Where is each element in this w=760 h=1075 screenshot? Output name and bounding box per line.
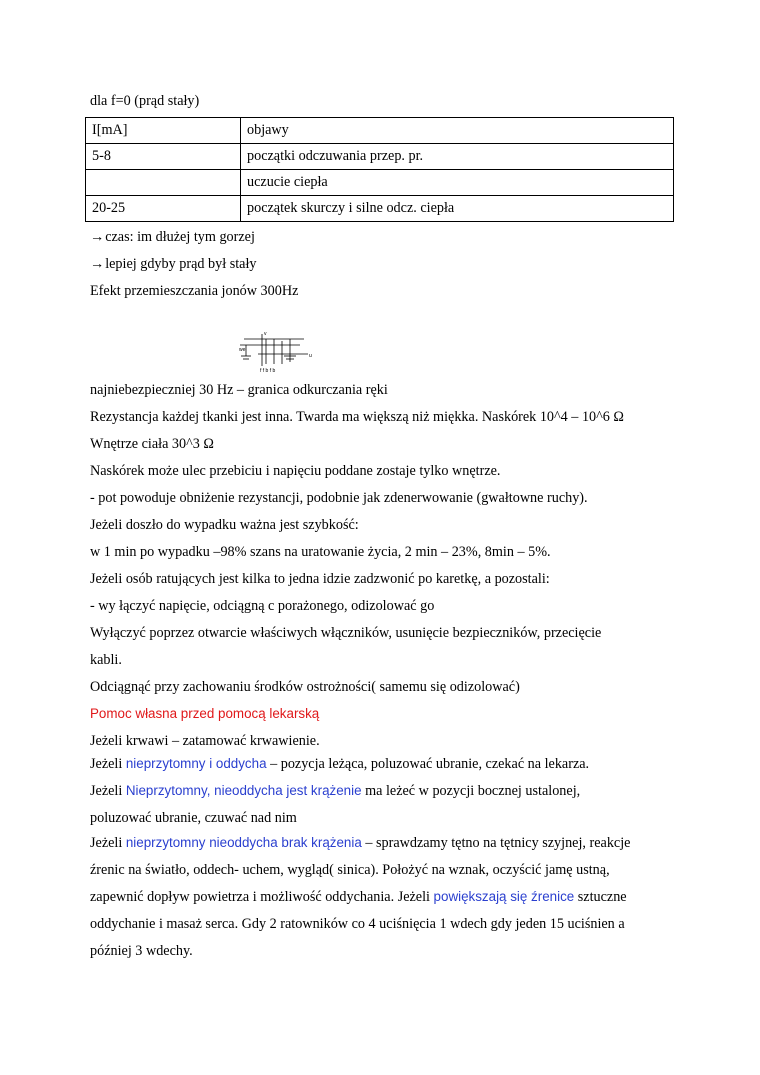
circuit-sketch-figure	[238, 330, 318, 376]
paragraph: - pot powoduje obniżenie rezystancji, podobnie jak zdenerwowanie (gwałtowne ruchy).	[90, 490, 588, 506]
case-highlight: nieprzytomny i oddycha	[125, 756, 267, 771]
ion-line: Efekt przemieszczania jonów 300Hz	[90, 283, 299, 299]
case-line	[90, 782, 580, 800]
case-prefix: Jeżeli	[90, 756, 126, 772]
table-header-row	[86, 118, 674, 144]
table-cell: początki odczuwania przep. pr.	[241, 144, 674, 170]
case-highlight: nieprzytomny nieoddycha brak krążenia	[125, 835, 362, 850]
arrow-note-text: czas: im dłużej tym gorzej	[105, 229, 255, 245]
paragraph: Odciągnąć przy zachowaniu środków ostrożności( samemu się odizolować)	[90, 679, 520, 695]
table-header-cell: objawy	[241, 118, 674, 144]
case-text: sztuczne	[574, 889, 627, 905]
case-line	[90, 888, 627, 906]
paragraph: Naskórek może ulec przebiciu i napięciu poddane zostaje tylko wnętrze.	[90, 463, 501, 479]
arrow-right-icon: →	[90, 256, 105, 272]
table-cell: 20-25	[86, 196, 241, 222]
paragraph: Wnętrze ciała 30^3 Ω	[90, 436, 214, 452]
case-line: źrenic na światło, oddech- uchem, wygląd( sinica). Położyć na wznak, oczyścić jamę ustną,	[90, 862, 610, 878]
case-text: – sprawdzamy tętno na tętnicy szyjnej, reakcje	[361, 835, 631, 851]
figure-label-left: we	[239, 347, 246, 353]
case-prefix: zapewnić dopływ powietrza i możliwość oddychania. Jeżeli	[90, 889, 434, 905]
table-row	[86, 196, 674, 222]
arrow-note-text: lepiej gdyby prąd był stały	[105, 256, 257, 272]
case-highlight: Nieprzytomny, nieoddycha jest krążenie	[125, 783, 362, 798]
paragraph: - wy łączyć napięcie, odciągną c porażonego, odizolować go	[90, 598, 435, 614]
table-cell: uczucie ciepła	[241, 170, 674, 196]
arrow-right-icon: →	[90, 229, 105, 245]
section-heading: dla f=0 (prąd stały)	[90, 93, 200, 109]
case-prefix: Jeżeli	[90, 783, 126, 799]
case-line: poluzować ubranie, czuwać nad nim	[90, 810, 297, 826]
paragraph: najniebezpieczniej 30 Hz – granica odkurczania ręki	[90, 382, 388, 398]
highlight-heading: Pomoc własna przed pomocą lekarską	[90, 706, 320, 721]
case-line	[90, 834, 630, 852]
table-cell: początek skurczy i silne odcz. ciepła	[241, 196, 674, 222]
figure-label-bottom: f f b f b	[260, 368, 276, 374]
table-cell	[86, 170, 241, 196]
table-cell: 5-8	[86, 144, 241, 170]
case-prefix: Jeżeli	[90, 835, 126, 851]
case-line: później 3 wdechy.	[90, 943, 193, 959]
paragraph: w 1 min po wypadku –98% szans na uratowanie życia, 2 min – 23%, 8min – 5%.	[90, 544, 551, 560]
case-highlight: powiększają się źrenice	[433, 889, 575, 904]
paragraph: Wyłączyć poprzez otwarcie właściwych włączników, usunięcie bezpieczników, przecięcie	[90, 625, 602, 641]
figure-label-right: u	[309, 353, 312, 359]
arrow-note	[90, 228, 255, 246]
paragraph: Jeżeli krwawi – zatamować krwawienie.	[90, 733, 320, 749]
case-line	[90, 755, 589, 773]
symptoms-table	[85, 117, 674, 222]
table-row	[86, 144, 674, 170]
table-row	[86, 170, 674, 196]
case-line: oddychanie i masaż serca. Gdy 2 ratowników co 4 uciśnięcia 1 wdech gdy jeden 15 uciśnien a	[90, 916, 625, 932]
paragraph: Jeżeli doszło do wypadku ważna jest szybkość:	[90, 517, 359, 533]
figure-label-top: v	[264, 331, 267, 337]
case-text: ma leżeć w pozycji bocznej ustalonej,	[361, 783, 581, 799]
case-text: – pozycja leżąca, poluzować ubranie, czekać na lekarza.	[266, 756, 590, 772]
paragraph: Rezystancja każdej tkanki jest inna. Twarda ma większą niż miękka. Naskórek 10^4 – 10^6 Ω	[90, 409, 624, 425]
paragraph: Jeżeli osób ratujących jest kilka to jedna idzie zadzwonić po karetkę, a pozostali:	[90, 571, 550, 587]
paragraph: kabli.	[90, 652, 122, 668]
arrow-note	[90, 255, 257, 273]
table-header-cell: I[mA]	[86, 118, 241, 144]
